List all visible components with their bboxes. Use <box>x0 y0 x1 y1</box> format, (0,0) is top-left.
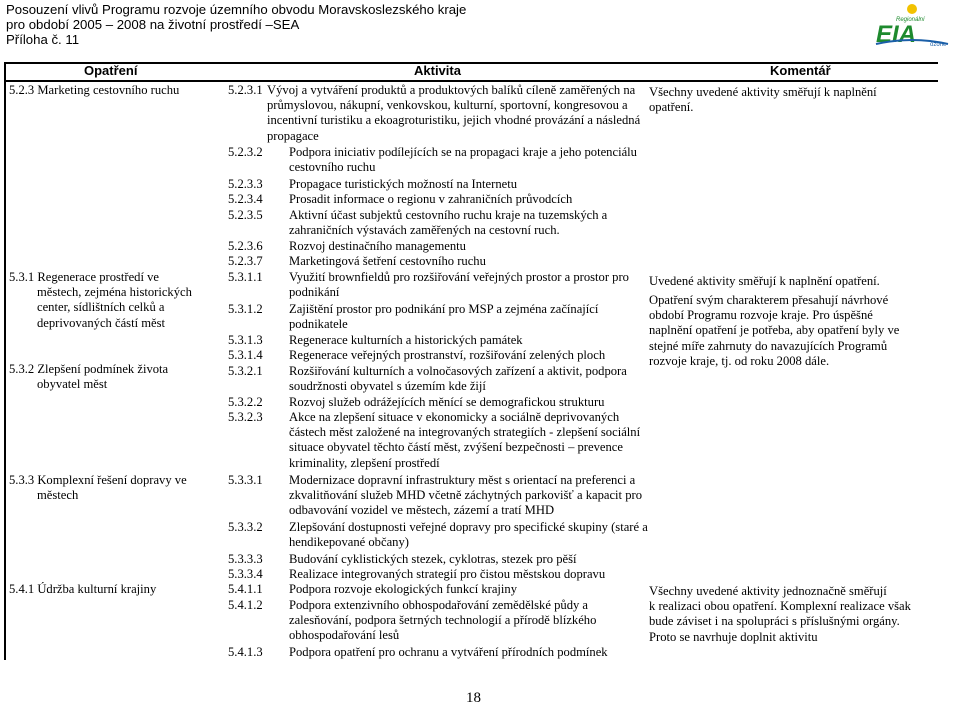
activity-text: Vývoj a vytváření produktů a produktových balíků cíleně zaměřených na průmyslovou, nákupní, venkovskou, kulturní, sportovní, kongresovou a incentivní turistiku a ekoagroturistiku, jejich vhodné provázání a následná propagace <box>267 83 641 143</box>
activity-text: Akce na zlepšení situace v ekonomicky a sociálně deprivovaných částech měst založené na integrovaných strategiích - zlepšení sociální situace obyvatel těchto částí měst, zvýšení bezpečnosti – prevence kriminality, zlepšení prostředí <box>289 410 641 470</box>
activity-row <box>228 239 658 255</box>
comment-line: opatření. <box>649 100 694 115</box>
activity-text: Prosadit informace o regionu v zahraničních průvodcích <box>289 192 573 206</box>
activity-row <box>228 582 658 598</box>
logo-tagline: Regionální <box>896 17 925 23</box>
comment-line: naplnění opatření je potřeba, aby opatření byly ve <box>649 323 900 338</box>
comment-cell <box>649 584 911 645</box>
logo-small-text: ozone <box>930 42 947 48</box>
header-bottom-border <box>4 80 938 82</box>
activity-text: Zlepšování dostupnosti veřejné dopravy pro specifické skupiny (staré a hendikepované občany) <box>289 520 648 550</box>
col-header-activity: Aktivita <box>414 63 461 78</box>
activity-code: 5.3.2.1 <box>228 364 263 378</box>
comment-line: stejné míře zahrnuty do navazujících Programů <box>649 338 888 353</box>
activity-text: Aktivní účast subjektů cestovního ruchu kraje na tuzemských a zahraničních výstavách zaměřených na cestovní ruch. <box>289 208 608 238</box>
comment-line: Všechny uvedené aktivity jednoznačně směřují <box>649 584 887 598</box>
activity-row <box>228 473 658 521</box>
activity-row <box>228 348 658 364</box>
activity-row <box>228 395 658 411</box>
activity-text: Podpora opatření pro ochranu a vytváření přírodních podmínek <box>289 645 608 659</box>
measure-line: deprivovaných částí měst <box>37 315 165 330</box>
activity-code: 5.3.1.3 <box>228 333 263 347</box>
measures-table <box>4 62 938 660</box>
activity-code: 5.2.3.3 <box>228 177 263 191</box>
measure-line: 5.3.3 Komplexní řešení dopravy ve <box>9 473 187 487</box>
activity-code: 5.3.3.1 <box>228 473 263 487</box>
measure-cell <box>9 83 179 98</box>
activity-row <box>228 145 658 177</box>
regional-eia-logo <box>872 2 956 48</box>
activity-row <box>228 567 658 583</box>
activity-code: 5.3.2.2 <box>228 395 263 409</box>
activity-code: 5.3.3.2 <box>228 520 263 534</box>
activity-code: 5.2.3.1 <box>228 83 263 97</box>
col-header-comment: Komentář <box>770 63 831 78</box>
table-left-border <box>4 62 6 660</box>
activity-code: 5.4.1.1 <box>228 582 263 596</box>
measure-line: městech <box>37 488 79 503</box>
activity-text: Podpora iniciativ podílejících se na propagaci kraje a jeho potenciálu cestovního ruchu <box>289 145 637 175</box>
activity-text: Propagace turistických možností na Internetu <box>289 177 518 191</box>
activity-code: 5.2.3.7 <box>228 254 263 268</box>
activity-row <box>228 552 658 568</box>
activity-text: Zajištění prostor pro podnikání pro MSP a zejména začínající podnikatele <box>289 302 599 332</box>
comment-line: Proto se navrhuje doplnit aktivitu <box>649 629 818 644</box>
activity-code: 5.3.3.3 <box>228 552 263 566</box>
activity-code: 5.3.1.4 <box>228 348 263 362</box>
comment-line: rozvoje kraje, tj. od roku 2008 dále. <box>649 353 830 368</box>
activity-row <box>228 192 658 208</box>
comment-line: bude záviset i na spolupráci s příslušnými orgány. <box>649 614 900 629</box>
measure-line: 5.3.2 Zlepšení podmínek života <box>9 362 169 376</box>
measure-line: obyvatel měst <box>37 377 108 392</box>
activity-text: Regenerace kulturních a historických památek <box>289 333 523 347</box>
page-number: 18 <box>466 690 481 706</box>
activity-row <box>228 254 658 270</box>
logo-sun-icon <box>907 4 917 14</box>
activity-text: Modernizace dopravní infrastruktury měst s orientací na preferenci a zkvalitňování služeb MHD včetně záchytných parkovišť a kapacit pro odbavování vozidel ve městech, zázemí a tratí MHD <box>289 473 642 518</box>
activity-code: 5.2.3.5 <box>228 208 263 222</box>
measure-cell <box>9 473 187 503</box>
comment-line: období Programu rozvoje kraje. Pro úspěšné <box>649 308 873 323</box>
activity-text: Rozvoj destinačního managementu <box>289 239 466 253</box>
activity-code: 5.3.1.1 <box>228 270 263 284</box>
measure-line: 5.3.1 Regenerace prostředí ve <box>9 270 160 284</box>
activity-code: 5.4.1.3 <box>228 645 263 659</box>
comment-cell <box>649 293 899 369</box>
comment-line: Opatření svým charakterem přesahují návrhové <box>649 293 889 307</box>
activity-row <box>228 598 658 646</box>
activity-row <box>228 645 658 661</box>
measure-line: 5.4.1 Údržba kulturní krajiny <box>9 582 157 596</box>
comment-line: Uvedené aktivity směřují k naplnění opatření. <box>649 274 880 288</box>
activity-row <box>228 208 658 240</box>
comment-line: k realizaci obou opatření. Komplexní realizace však <box>649 599 911 614</box>
activity-row <box>228 364 658 396</box>
measure-line: center, sídlištních celků a <box>37 300 165 315</box>
activity-text: Marketingová šetření cestovního ruchu <box>289 254 486 268</box>
activity-code: 5.3.1.2 <box>228 302 263 316</box>
activity-text: Budování cyklistických stezek, cyklotras, stezek pro pěší <box>289 552 577 566</box>
activity-text: Rozšiřování kulturních a volnočasových zařízení a aktivit, podpora soudržnosti obyvatel s územím kde žijí <box>289 364 627 394</box>
measure-cell <box>9 362 168 392</box>
header-line-2: pro období 2005 – 2008 na životní prostředí –SEA <box>6 17 300 32</box>
measure-cell <box>9 582 156 597</box>
logo-wordmark: EIA <box>876 21 917 48</box>
activity-row <box>228 270 658 302</box>
activity-text: Rozvoj služeb odrážejících měnící se demografickou strukturu <box>289 395 605 409</box>
activity-text: Regenerace veřejných prostranství, rozšiřování zelených ploch <box>289 348 606 362</box>
header-line-1: Posouzení vlivů Programu rozvoje územního obvodu Moravskoslezského kraje <box>6 2 467 17</box>
activity-code: 5.3.2.3 <box>228 410 263 424</box>
col-header-measure: Opatření <box>84 63 138 78</box>
comment-cell <box>649 85 877 115</box>
activity-row <box>228 520 658 552</box>
activity-text: Podpora rozvoje ekologických funkcí krajiny <box>289 582 518 596</box>
activity-code: 5.3.3.4 <box>228 567 263 581</box>
measure-line: 5.2.3 Marketing cestovního ruchu <box>9 83 180 97</box>
activity-row <box>228 302 658 334</box>
activity-text: Realizace integrovaných strategií pro čistou městskou dopravu <box>289 567 606 581</box>
activity-row <box>228 410 658 474</box>
comment-line: Všechny uvedené aktivity směřují k naplnění <box>649 85 877 99</box>
document-header <box>6 2 466 47</box>
activity-code: 5.2.3.6 <box>228 239 263 253</box>
activity-code: 5.2.3.2 <box>228 145 263 159</box>
activity-row <box>228 177 658 193</box>
activity-text: Využití brownfieldů pro rozšiřování veřejných prostor a prostor pro podnikání <box>289 270 629 300</box>
measure-line: městech, zejména historických <box>37 285 192 300</box>
activity-code: 5.4.1.2 <box>228 598 263 612</box>
activity-code: 5.2.3.4 <box>228 192 263 206</box>
measure-cell <box>9 270 192 331</box>
activity-text: Podpora extenzivního obhospodařování zemědělské půdy a zalesňování, podpora šetrných technologií a přírodě blízkého obhospodařování lesů <box>289 598 597 643</box>
activity-row <box>228 333 658 349</box>
comment-cell <box>649 274 880 289</box>
header-line-3: Příloha č. 11 <box>6 32 80 47</box>
